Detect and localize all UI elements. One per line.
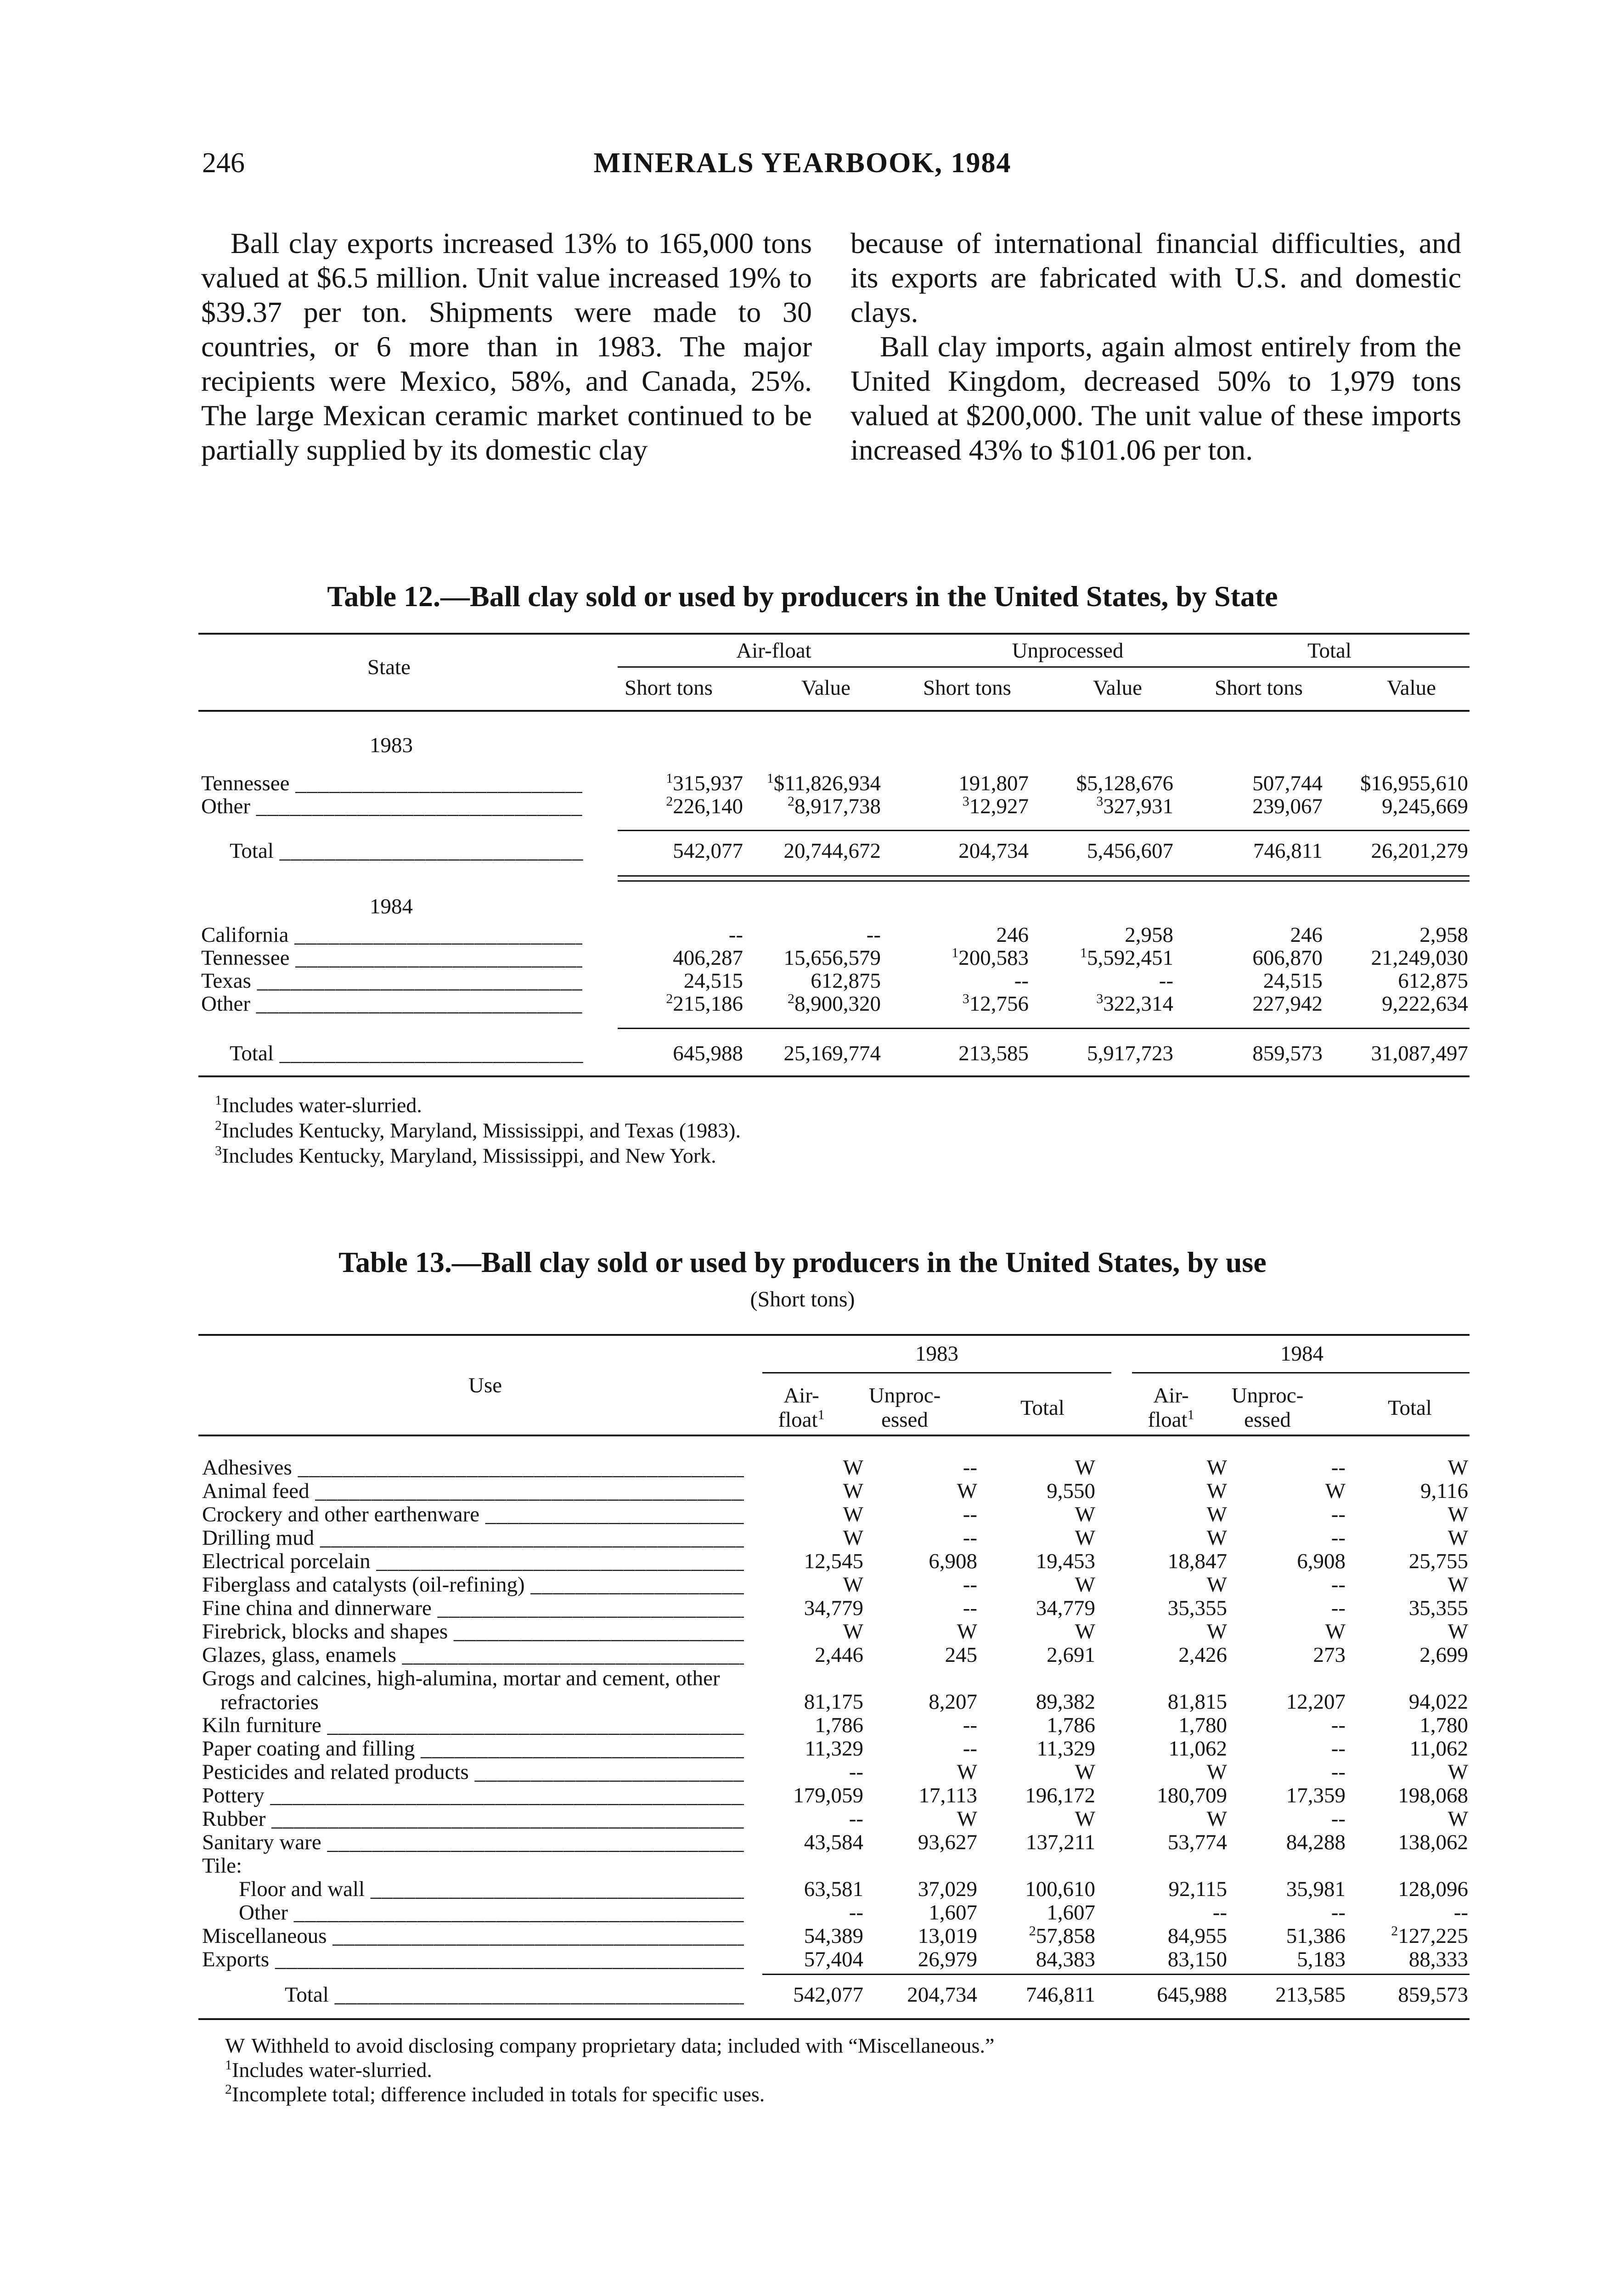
table13-cell xyxy=(1330,1924,1468,1948)
table13-cell: 25,755 xyxy=(1408,1549,1468,1573)
table12-cell: 246 xyxy=(1290,923,1323,947)
table13-cell: W xyxy=(1206,1526,1227,1550)
table12-cell-value: 200,583 xyxy=(958,946,1029,970)
table13-cell: 8,207 xyxy=(929,1690,977,1714)
footnote-text: Includes Kentucky, Maryland, Mississippi, and Texas (1983). xyxy=(222,1119,741,1142)
table13-cell: 51,386 xyxy=(1286,1924,1346,1948)
footnote-mark: 2 xyxy=(788,991,794,1007)
footnote-mark: 1 xyxy=(215,1092,222,1108)
table12-cell xyxy=(715,992,881,1016)
table13-cell: 54,389 xyxy=(804,1924,863,1948)
table12-head-rule xyxy=(618,666,1470,668)
table13-cell: 196,172 xyxy=(1025,1784,1095,1807)
table12-cell xyxy=(1008,794,1173,818)
table13-cell: W xyxy=(1447,1573,1468,1597)
table12-head-short-tons-a: Short tons xyxy=(625,676,713,700)
paragraph-continued: because of international financial difficulties, and its exports are fabricated with U.S. and domestic clays. xyxy=(850,227,1461,328)
table13-cell: 137,211 xyxy=(1025,1830,1095,1854)
table13-row-label: Rubber _____ xyxy=(202,1807,744,1831)
table12-cell xyxy=(715,771,881,795)
table12-cell: 227,942 xyxy=(1252,992,1323,1016)
table13-row-label: Drilling mud _____ xyxy=(202,1526,744,1550)
table12-top-rule xyxy=(198,633,1470,635)
table13-row-label: Sanitary ware _____ xyxy=(202,1830,744,1854)
table13-head-1983: 1983 xyxy=(915,1342,958,1366)
table13-cell: -- xyxy=(1331,1573,1346,1597)
footnote-mark: 2 xyxy=(225,2082,232,2097)
table13-cell: W xyxy=(1206,1479,1227,1503)
table13-cell: W xyxy=(1447,1760,1468,1784)
table12-cell: 612,875 xyxy=(811,969,881,993)
table12-row-label: Tennessee _____ xyxy=(201,771,582,795)
table13-cell: 2,446 xyxy=(815,1643,863,1667)
table13-cell: -- xyxy=(963,1573,977,1597)
table13-row-label-wrapped: Grogs and calcines, high-alumina, mortar and cement, other refractories xyxy=(202,1666,720,1714)
table13-cell: 2,691 xyxy=(1047,1643,1095,1667)
table13-cell: -- xyxy=(963,1713,977,1737)
table13-cell: 2,699 xyxy=(1419,1643,1468,1667)
table13-head-unprocessed: Unproc- xyxy=(1231,1384,1304,1407)
table12-total-cell: 31,087,497 xyxy=(1371,1041,1468,1065)
table12-row-label: Other _____ xyxy=(201,992,582,1016)
table13-cell: 138,062 xyxy=(1398,1830,1468,1854)
table12-head-total: Total xyxy=(1307,639,1352,663)
table13-cell: 1,780 xyxy=(1419,1713,1468,1737)
table13-cell: -- xyxy=(849,1760,863,1784)
table12-total-cell: 645,988 xyxy=(673,1041,743,1065)
footnote-mark: 2 xyxy=(215,1118,222,1133)
table13-cell: -- xyxy=(1331,1456,1346,1480)
table13-footnote xyxy=(225,2082,765,2106)
table13-row-label: Kiln furniture _____ xyxy=(202,1713,744,1737)
table13-cell: 43,584 xyxy=(804,1830,863,1854)
table13-cell: 34,779 xyxy=(804,1596,863,1620)
table13-row-label: Tile: xyxy=(202,1854,242,1878)
table13-total-cell: 542,077 xyxy=(793,1983,863,2007)
table13-cell: 81,175 xyxy=(804,1690,863,1714)
table13-cell: 11,329 xyxy=(805,1737,863,1761)
table13-cell: W xyxy=(843,1456,863,1480)
table13-top-rule xyxy=(198,1334,1470,1336)
body-column-left xyxy=(201,226,812,467)
table12-cell: 239,067 xyxy=(1252,794,1323,818)
table12-cell xyxy=(863,946,1029,970)
table13-cell: 13,019 xyxy=(918,1924,977,1948)
table12-bottom-rule xyxy=(198,1075,1470,1077)
table12-cell: 24,515 xyxy=(1263,969,1323,993)
table13-cell: W xyxy=(1206,1456,1227,1480)
table13-head-float-text: float xyxy=(778,1408,818,1432)
table12-cell: -- xyxy=(728,923,743,947)
table12-total-label: Total _____ xyxy=(230,839,583,863)
table13-row-label: Paper coating and filling _____ xyxy=(202,1737,744,1761)
table13-row-label: Fiberglass and catalysts (oil-refining) _____ xyxy=(202,1573,744,1597)
table13-rule-1983 xyxy=(762,1372,1111,1373)
table13-cell: 35,981 xyxy=(1286,1877,1346,1901)
table13-cell: W xyxy=(843,1479,863,1503)
table13-cell: 273 xyxy=(1313,1643,1346,1667)
table13-cell: 37,029 xyxy=(918,1877,977,1901)
running-title: MINERALS YEARBOOK, 1984 xyxy=(593,147,1012,179)
table13-cell: W xyxy=(957,1479,977,1503)
table13-cell: 245 xyxy=(945,1643,977,1667)
table13-cell: -- xyxy=(1331,1713,1346,1737)
table13-cell: W xyxy=(1206,1760,1227,1784)
table12-cell-value: 315,937 xyxy=(673,771,743,795)
table13-cell: 180,709 xyxy=(1157,1784,1227,1807)
table12-subtotal-rule-1983 xyxy=(618,830,1470,831)
table13-cell: 26,979 xyxy=(918,1947,977,1971)
table13-head-unprocessed: Unproc- xyxy=(868,1384,941,1407)
table13-cell: 2,426 xyxy=(1178,1643,1227,1667)
table13-row-label: Floor and wall _____ xyxy=(239,1877,744,1901)
table12-cell: 406,287 xyxy=(673,946,743,970)
footnote-mark: 1 xyxy=(817,1407,825,1423)
table13-cell: W xyxy=(957,1807,977,1831)
table13-cell: -- xyxy=(963,1737,977,1761)
table13-cell: 88,333 xyxy=(1408,1947,1468,1971)
table13-subcaption: (Short tons) xyxy=(750,1287,855,1311)
table13-cell: 17,113 xyxy=(918,1784,977,1807)
table12-total-cell: 746,811 xyxy=(1253,839,1323,863)
table12-subtotal-rule-1984 xyxy=(618,1028,1470,1029)
table13-cell: W xyxy=(1447,1503,1468,1526)
footnote-mark: 1 xyxy=(766,771,774,786)
footnote-text: Includes water-slurried. xyxy=(222,1093,422,1117)
table13-cell: W xyxy=(1447,1456,1468,1480)
table13-cell: 35,355 xyxy=(1167,1596,1227,1620)
table12-total-cell: 25,169,774 xyxy=(783,1041,881,1065)
table13-cell: 19,453 xyxy=(1036,1549,1095,1573)
table13-cell: W xyxy=(1325,1620,1346,1643)
paragraph-imports: Ball clay imports, again almost entirely from the United Kingdom, decreased 50% to 1,979 tons valued at $200,000. The unit value of these imports increased 43% to $101.06 per ton. xyxy=(850,330,1461,466)
footnote-text: Withheld to avoid disclosing company proprietary data; included with “Miscellaneous.” xyxy=(251,2034,995,2057)
table12-head-unprocessed: Unprocessed xyxy=(1012,639,1124,663)
table13-cell: W xyxy=(843,1526,863,1550)
table13-cell: 11,329 xyxy=(1036,1737,1095,1761)
table12-cell xyxy=(715,794,881,818)
table13-cell: 83,150 xyxy=(1167,1947,1227,1971)
table12-cell: 191,807 xyxy=(958,771,1029,795)
footnote-mark: W xyxy=(225,2034,245,2057)
table13-row-label: Exports _____ xyxy=(202,1947,744,1971)
table13-cell: -- xyxy=(1331,1737,1346,1761)
table13-row-label: Animal feed _____ xyxy=(202,1479,744,1503)
table13-cell: W xyxy=(1447,1620,1468,1643)
table13-cell: -- xyxy=(963,1596,977,1620)
table12-total-cell: 20,744,672 xyxy=(783,839,881,863)
table13-row-label: Electrical porcelain _____ xyxy=(202,1549,744,1573)
table13-cell: W xyxy=(957,1620,977,1643)
footnote-mark: 2 xyxy=(788,793,794,809)
table12-cell: -- xyxy=(866,923,881,947)
table12-cell: 612,875 xyxy=(1398,969,1468,993)
table12-head-bottom-rule xyxy=(198,710,1470,712)
table13-cell: -- xyxy=(1331,1596,1346,1620)
table12-total-cell: 542,077 xyxy=(673,839,743,863)
table12-cell xyxy=(863,992,1029,1016)
table13-row-label: Miscellaneous _____ xyxy=(202,1924,744,1948)
table13-total-cell: 859,573 xyxy=(1398,1983,1468,2007)
footnote-mark: 3 xyxy=(962,991,969,1007)
footnote-mark: 1 xyxy=(952,945,959,961)
table13-cell: W xyxy=(1206,1620,1227,1643)
table12-year-1983: 1983 xyxy=(370,733,413,757)
footnote-mark: 1 xyxy=(1080,945,1087,961)
table12-cell: $16,955,610 xyxy=(1360,771,1468,795)
table13-subtotal-rule xyxy=(762,1974,1470,1975)
table13-cell: 84,288 xyxy=(1286,1830,1346,1854)
table13-cell-value: 57,858 xyxy=(1036,1924,1095,1948)
table13-cell: 12,207 xyxy=(1286,1690,1346,1714)
table12-footnote xyxy=(215,1118,741,1142)
table13-cell: 1,607 xyxy=(1047,1901,1095,1925)
table12-cell: 15,656,579 xyxy=(783,946,881,970)
footnote-mark: 3 xyxy=(1096,991,1104,1007)
table13-cell: 35,355 xyxy=(1408,1596,1468,1620)
footnote-mark: 1 xyxy=(1187,1407,1194,1423)
table13-caption: Table 13.—Ball clay sold or used by producers in the United States, by use xyxy=(338,1246,1267,1278)
table13-cell: 53,774 xyxy=(1167,1830,1227,1854)
table13-cell: -- xyxy=(1331,1503,1346,1526)
table12-head-short-tons-t: Short tons xyxy=(1215,676,1303,700)
table12-cell: 21,249,030 xyxy=(1371,946,1468,970)
table13-row-label: Crockery and other earthenware _____ xyxy=(202,1503,744,1526)
table13-cell: W xyxy=(1075,1807,1095,1831)
footnote-text: Includes water-slurried. xyxy=(232,2058,432,2082)
table12-cell-value: 8,900,320 xyxy=(794,992,881,1016)
table13-footnote xyxy=(225,2058,432,2082)
table12-footnote xyxy=(215,1093,422,1117)
table13-cell xyxy=(957,1924,1095,1948)
table13-cell: W xyxy=(1075,1760,1095,1784)
table13-cell-value: 127,225 xyxy=(1398,1924,1468,1948)
table12-head-value-u: Value xyxy=(1093,676,1143,700)
table12-row-label: California _____ xyxy=(201,923,582,947)
table13-cell: 1,786 xyxy=(815,1713,863,1737)
footnote-mark: 3 xyxy=(1096,793,1104,809)
table12-cell-value: 12,756 xyxy=(969,992,1029,1016)
table12-cell-value: $11,826,934 xyxy=(773,771,881,795)
page-number: 246 xyxy=(202,147,245,179)
table13-cell: W xyxy=(1075,1620,1095,1643)
table13-cell: -- xyxy=(963,1526,977,1550)
table12-head-short-tons-u: Short tons xyxy=(923,676,1011,700)
table13-cell: -- xyxy=(963,1456,977,1480)
table12-total-cell: 204,734 xyxy=(958,839,1029,863)
table13-total-cell: 213,585 xyxy=(1275,1983,1346,2007)
table12-cell xyxy=(1008,992,1173,1016)
table13-cell: W xyxy=(1206,1807,1227,1831)
table12-total-cell: 859,573 xyxy=(1252,1041,1323,1065)
table13-cell: W xyxy=(843,1620,863,1643)
table13-head-float-text: float xyxy=(1148,1408,1188,1432)
footnote-mark: 1 xyxy=(225,2057,232,2073)
table13-cell: 6,908 xyxy=(1297,1549,1346,1573)
table13-cell: 198,068 xyxy=(1398,1784,1468,1807)
table12-caption: Table 12.—Ball clay sold or used by producers in the United States, by State xyxy=(327,580,1278,613)
table12-cell: -- xyxy=(1159,969,1173,993)
table13-head-bottom-rule xyxy=(198,1435,1470,1436)
table13-cell: 1,786 xyxy=(1047,1713,1095,1737)
table13-head-total: Total xyxy=(1020,1396,1064,1420)
table13-cell: -- xyxy=(1212,1901,1227,1925)
table13-cell: -- xyxy=(1331,1807,1346,1831)
footnote-mark: 2 xyxy=(1391,1923,1398,1939)
table13-total-label: Total _____ xyxy=(285,1983,744,2007)
paragraph-exports: Ball clay exports increased 13% to 165,000 tons valued at $6.5 million. Unit value increased 19% to $39.37 per ton. Shipments were made to 30 countries, or 6 more than in 1983. The major recipients were Mexico, 58%, and Canada, 25%. The large Mexican ceramic market continued to be partially supplied by its domestic clay xyxy=(201,227,812,466)
table13-cell: 81,815 xyxy=(1167,1690,1227,1714)
table13-cell: -- xyxy=(1331,1526,1346,1550)
table13-cell: W xyxy=(1206,1573,1227,1597)
table13-head-use: Use xyxy=(468,1373,502,1397)
table12-total-label: Total _____ xyxy=(230,1041,583,1065)
table13-cell: 6,908 xyxy=(929,1549,977,1573)
table13-cell: -- xyxy=(849,1901,863,1925)
table13-cell: 1,607 xyxy=(929,1901,977,1925)
table12-rule-1983b xyxy=(618,880,1470,882)
table13-cell: W xyxy=(957,1760,977,1784)
table13-cell: -- xyxy=(1331,1901,1346,1925)
table12-rule-1983a xyxy=(618,875,1470,877)
table12-cell xyxy=(1008,946,1173,970)
table13-cell: 179,059 xyxy=(793,1784,863,1807)
table13-cell: -- xyxy=(963,1503,977,1526)
table13-cell: 100,610 xyxy=(1025,1877,1095,1901)
table13-row-label: Fine china and dinnerware _____ xyxy=(202,1596,744,1620)
footnote-text: Incomplete total; difference included in totals for specific uses. xyxy=(232,2082,765,2106)
table13-head-airfloat: Air- xyxy=(783,1384,819,1407)
table13-head-unprocessed-2: essed xyxy=(881,1408,928,1432)
table12-total-cell: 5,917,723 xyxy=(1087,1041,1173,1065)
table12-cell-value: 215,186 xyxy=(673,992,743,1016)
table12-cell: 507,744 xyxy=(1252,771,1323,795)
table12-cell: 24,515 xyxy=(683,969,743,993)
table13-cell: W xyxy=(1075,1526,1095,1550)
table12-row-label: Texas _____ xyxy=(201,969,582,993)
table12-cell xyxy=(863,794,1029,818)
table13-cell: W xyxy=(1325,1479,1346,1503)
footnote-text: Includes Kentucky, Maryland, Mississippi, and New York. xyxy=(222,1144,716,1167)
table13-bottom-rule xyxy=(198,2018,1470,2020)
table12-cell: $5,128,676 xyxy=(1076,771,1173,795)
table13-cell: W xyxy=(1075,1573,1095,1597)
footnote-mark: 2 xyxy=(666,991,673,1007)
footnote-mark: 2 xyxy=(1029,1923,1036,1939)
table13-cell: W xyxy=(1447,1526,1468,1550)
table13-cell: 57,404 xyxy=(804,1947,863,1971)
table12-footnote xyxy=(215,1143,716,1168)
table12-cell: 2,958 xyxy=(1419,923,1468,947)
table13-total-cell: 746,811 xyxy=(1025,1983,1095,2007)
table12-cell-value: 12,927 xyxy=(969,794,1029,818)
table13-cell: W xyxy=(843,1503,863,1526)
table13-row-label: Glazes, glass, enamels _____ xyxy=(202,1643,744,1667)
table13-cell: 128,096 xyxy=(1398,1877,1468,1901)
footnote-mark: 3 xyxy=(962,793,969,809)
table12-head-value-a: Value xyxy=(801,676,851,700)
table12-year-1984: 1984 xyxy=(370,895,413,918)
table12-cell: -- xyxy=(1014,969,1029,993)
table13-rule-1984 xyxy=(1132,1372,1470,1373)
table13-total-cell: 645,988 xyxy=(1157,1983,1227,2007)
table13-cell: W xyxy=(1206,1503,1227,1526)
table13-cell: 94,022 xyxy=(1408,1690,1468,1714)
table12-total-cell: 26,201,279 xyxy=(1371,839,1468,863)
table13-head-unprocessed-2: essed xyxy=(1244,1408,1291,1432)
table13-cell: -- xyxy=(1331,1760,1346,1784)
table13-row-label: Pottery _____ xyxy=(202,1784,744,1807)
table13-cell: 11,062 xyxy=(1409,1737,1468,1761)
table13-cell: W xyxy=(1075,1456,1095,1480)
table13-cell: 5,183 xyxy=(1297,1947,1346,1971)
table12-total-cell: 213,585 xyxy=(958,1041,1029,1065)
table12-row-label: Tennessee _____ xyxy=(201,946,582,970)
table13-cell: 63,581 xyxy=(804,1877,863,1901)
table12-head-state: State xyxy=(367,655,411,679)
table13-cell: 93,627 xyxy=(918,1830,977,1854)
table13-cell: 84,955 xyxy=(1167,1924,1227,1948)
table13-cell: 89,382 xyxy=(1036,1690,1095,1714)
table13-cell: -- xyxy=(1453,1901,1468,1925)
table13-cell: 34,779 xyxy=(1036,1596,1095,1620)
table13-head-1984: 1984 xyxy=(1280,1342,1323,1366)
table12-head-value-t: Value xyxy=(1387,676,1436,700)
table12-cell-value: 226,140 xyxy=(673,794,743,818)
table12-head-airfloat: Air-float xyxy=(736,639,811,663)
table13-cell: W xyxy=(1075,1503,1095,1526)
body-column-right xyxy=(850,226,1461,467)
table13-cell: 11,062 xyxy=(1168,1737,1227,1761)
table13-total-cell: 204,734 xyxy=(907,1983,977,2007)
table13-head-total: Total xyxy=(1388,1396,1432,1420)
table13-row-label: Adhesives _____ xyxy=(202,1456,744,1480)
table13-cell: 92,115 xyxy=(1168,1877,1227,1901)
table13-row-label: Other _____ xyxy=(239,1901,744,1925)
table13-cell: 12,545 xyxy=(804,1549,863,1573)
footnote-mark: 3 xyxy=(215,1143,222,1159)
table13-cell: 9,550 xyxy=(1047,1479,1095,1503)
table12-cell: 2,958 xyxy=(1125,923,1173,947)
table12-cell: 246 xyxy=(996,923,1029,947)
table13-footnote xyxy=(225,2033,994,2058)
table13-cell: -- xyxy=(849,1807,863,1831)
table12-cell: 9,222,634 xyxy=(1382,992,1468,1016)
table12-cell-value: 5,592,451 xyxy=(1087,946,1173,970)
table12-cell-value: 322,314 xyxy=(1103,992,1173,1016)
table13-cell: 18,847 xyxy=(1167,1549,1227,1573)
table13-cell: 9,116 xyxy=(1420,1479,1468,1503)
table12-cell-value: 327,931 xyxy=(1103,794,1173,818)
table13-cell: W xyxy=(843,1573,863,1597)
table12-cell: 606,870 xyxy=(1252,946,1323,970)
table13-cell: 1,780 xyxy=(1178,1713,1227,1737)
footnote-mark: 2 xyxy=(666,793,673,809)
table13-head-airfloat: Air- xyxy=(1153,1384,1189,1407)
table12-cell: 9,245,669 xyxy=(1382,794,1468,818)
table12-cell-value: 8,917,738 xyxy=(794,794,881,818)
table13-row-label: Firebrick, blocks and shapes _____ xyxy=(202,1620,744,1643)
table13-row-label: Pesticides and related products _____ xyxy=(202,1760,744,1784)
table13-cell: 84,383 xyxy=(1036,1947,1095,1971)
table13-cell: W xyxy=(1447,1807,1468,1831)
footnote-mark: 1 xyxy=(666,771,673,786)
table12-total-cell: 5,456,607 xyxy=(1087,839,1173,863)
table12-row-label: Other _____ xyxy=(201,794,582,818)
table13-cell: 17,359 xyxy=(1286,1784,1346,1807)
